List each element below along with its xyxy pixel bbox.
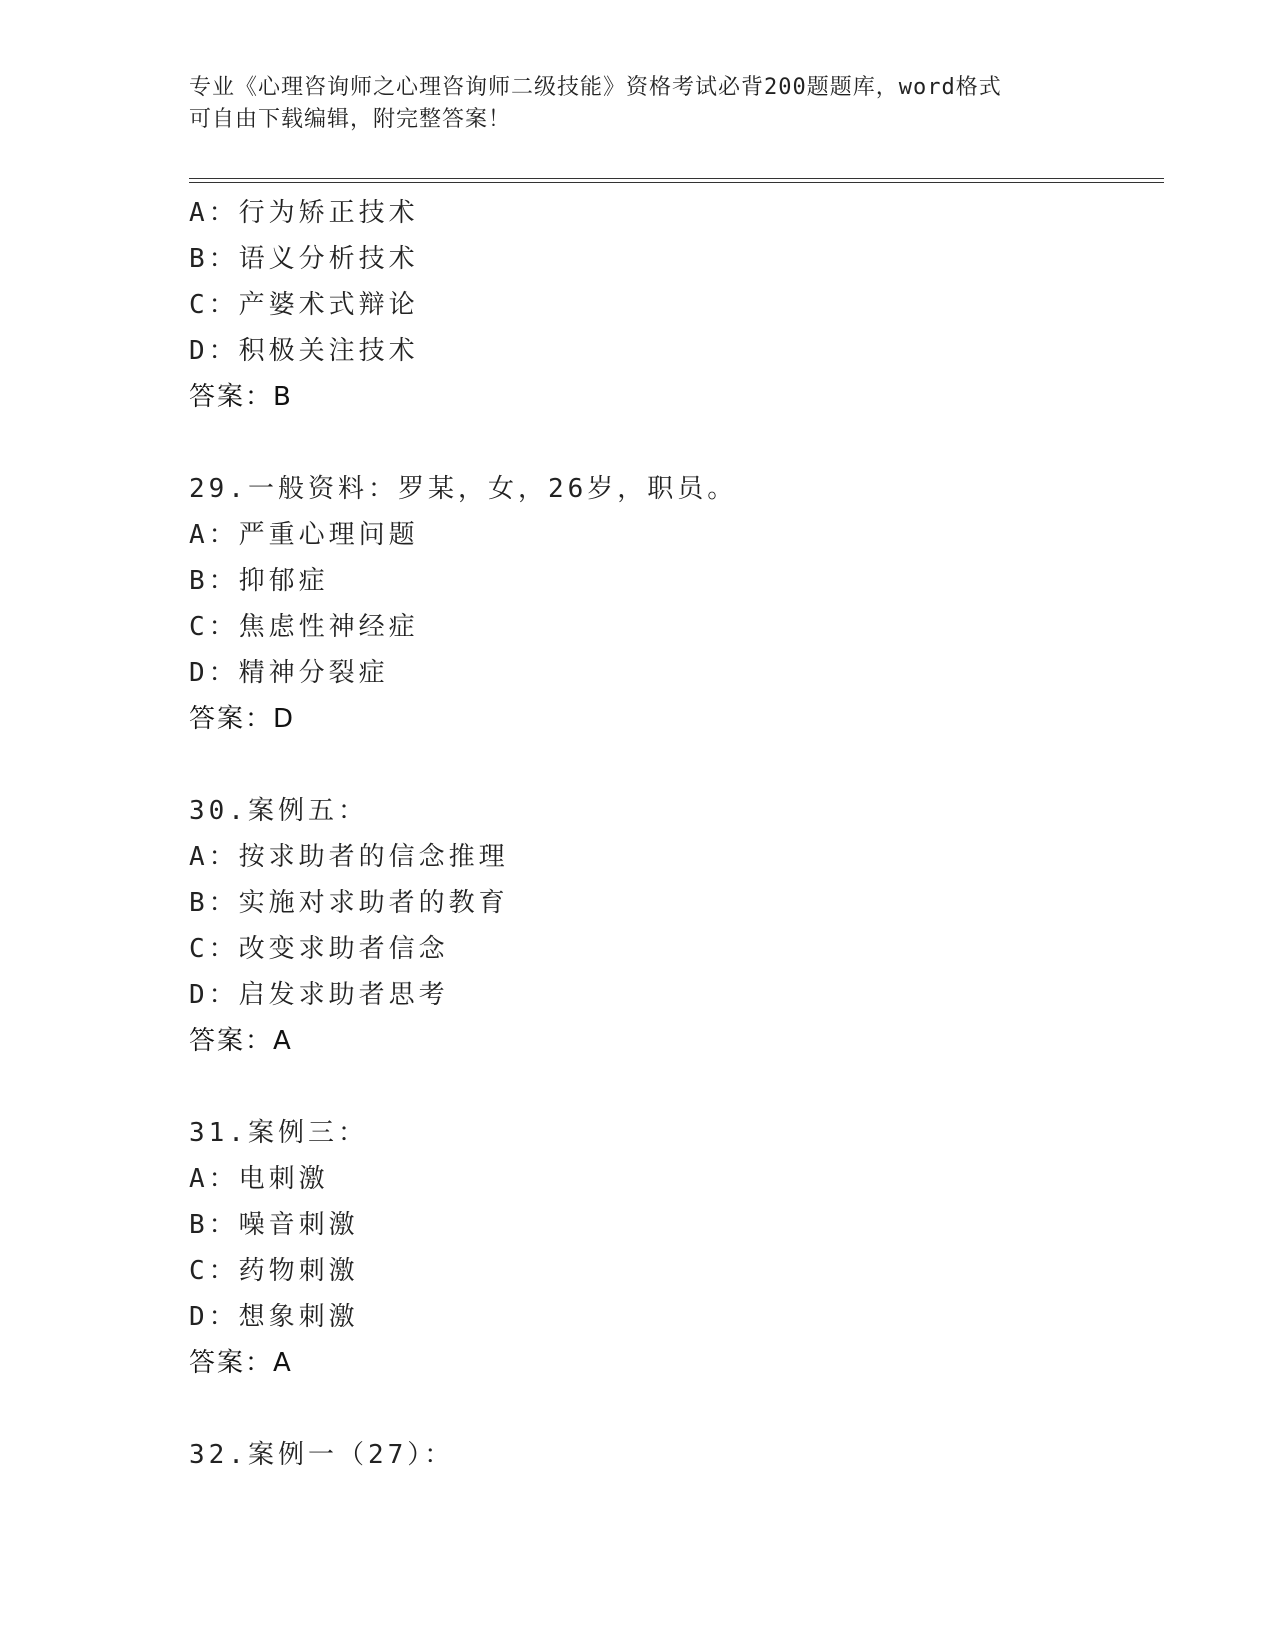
option-c: C：产婆术式辩论	[189, 290, 419, 320]
option-a: A：行为矫正技术	[189, 198, 419, 228]
header-line-2: 可自由下载编辑，附完整答案！	[189, 107, 512, 132]
option-b: B：噪音刺激	[189, 1210, 359, 1240]
question-title: 31.案例三：	[189, 1118, 368, 1148]
question-29	[189, 466, 1149, 742]
option-b: B：抑郁症	[189, 566, 329, 596]
option-d: D：启发求助者思考	[189, 980, 449, 1010]
question-list	[189, 190, 1149, 1478]
option-c: C：改变求助者信念	[189, 934, 449, 964]
question-28	[189, 190, 1149, 420]
question-31	[189, 1110, 1149, 1386]
spacer	[189, 742, 1149, 788]
answer-line: 答案：A	[189, 1026, 293, 1056]
option-d: D：积极关注技术	[189, 336, 419, 366]
answer-line: 答案：B	[189, 382, 293, 412]
question-title: 32.案例一（27）：	[189, 1440, 455, 1470]
header-line-1: 专业《心理咨询师之心理咨询师二级技能》资格考试必背200题题库，word格式	[189, 75, 1002, 100]
spacer	[189, 1064, 1149, 1110]
option-b: B：语义分析技术	[189, 244, 419, 274]
option-b: B：实施对求助者的教育	[189, 888, 509, 918]
option-c: C：焦虑性神经症	[189, 612, 419, 642]
question-title: 30.案例五：	[189, 796, 368, 826]
option-a: A：按求助者的信念推理	[189, 842, 509, 872]
option-a: A：严重心理问题	[189, 520, 419, 550]
question-30	[189, 788, 1149, 1064]
spacer	[189, 420, 1149, 466]
header-divider-bottom	[189, 182, 1164, 183]
option-d: D：想象刺激	[189, 1302, 359, 1332]
answer-line: 答案：D	[189, 704, 296, 734]
spacer	[189, 1386, 1149, 1432]
document-header	[189, 72, 1089, 136]
question-title: 29.一般资料：罗某，女，26岁，职员。	[189, 474, 738, 504]
question-32	[189, 1432, 1149, 1478]
option-a: A：电刺激	[189, 1164, 329, 1194]
option-c: C：药物刺激	[189, 1256, 359, 1286]
answer-line: 答案：A	[189, 1348, 293, 1378]
header-divider-top	[189, 178, 1164, 179]
option-d: D：精神分裂症	[189, 658, 389, 688]
